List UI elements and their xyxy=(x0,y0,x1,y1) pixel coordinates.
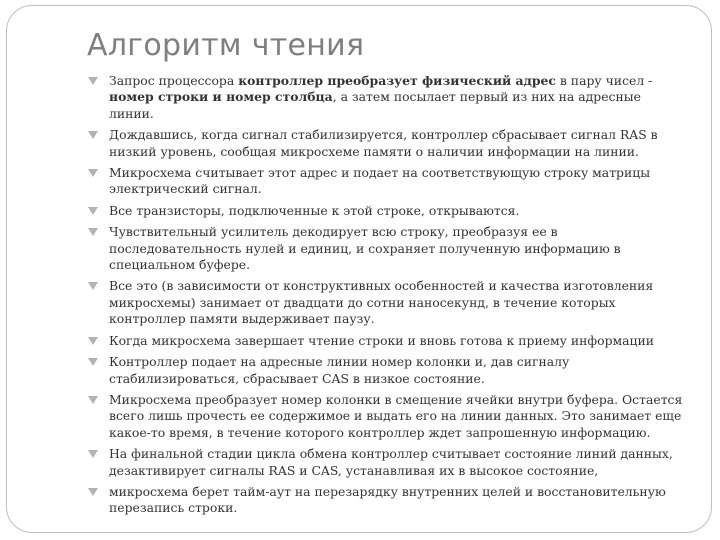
slide-title: Алгоритм чтения xyxy=(87,28,365,63)
bullet-list xyxy=(85,73,685,522)
bullet-text: микросхема берет тайм-аут на перезарядку внутренних целей и восстановительную перезапись строки. xyxy=(109,483,666,516)
bullet-text: Когда микросхема завершает чтение строки и вновь готова к приему информации xyxy=(109,332,655,348)
bullet-text: в пару чисел - xyxy=(555,73,653,88)
bullet-item xyxy=(85,127,685,160)
bullet-item xyxy=(85,73,685,122)
triangle-bullet-icon xyxy=(88,282,98,290)
bullet-item xyxy=(85,203,685,219)
bullet-text: , а затем посылает первый из них на адресные линии. xyxy=(109,89,641,121)
bullet-item xyxy=(85,446,685,479)
triangle-bullet-icon xyxy=(88,131,98,139)
bullet-text: Дождавшись, когда сигнал стабилизируется, контроллер сбрасывает сигнал RAS в низкий уровень, сообщая микросхеме памяти о наличии информации на линии. xyxy=(109,127,658,159)
triangle-bullet-icon xyxy=(88,77,98,85)
triangle-bullet-icon xyxy=(88,207,98,215)
slide-frame xyxy=(6,5,712,533)
bullet-item xyxy=(85,224,685,273)
bullet-text: Микросхема преобразует номер колонки в смещение ячейки внутри буфера. Остается всего лишь прочесть ее содержимое и выдать его на линии данных. Это занимает еще какое-то время, в течение которого контроллер ждет запрошенную информацию. xyxy=(109,391,683,440)
bullet-text: Контроллер подает на адресные линии номер колонки и, дав сигналу стабилизироваться, сбрасывает CAS в низкое состояние. xyxy=(109,354,570,386)
bullet-bold-text: контроллер преобразует физический адрес xyxy=(238,73,556,88)
triangle-bullet-icon xyxy=(88,450,98,458)
bullet-text: На финальной стадии цикла обмена контроллер считывает состояние линий данных, дезактивирует сигналы RAS и CAS, устанавливая их в высокое состояние, xyxy=(109,446,673,478)
bullet-item xyxy=(85,484,685,517)
bullet-text: Запрос процессора xyxy=(109,73,239,88)
triangle-bullet-icon xyxy=(88,488,98,496)
bullet-item xyxy=(85,392,685,441)
bullet-item xyxy=(85,165,685,198)
bullet-text: Все это (в зависимости от конструктивных особенностей и качества изготовления микросхемы) занимает от двадцати до сотни наносекунд, в течение которых контроллер памяти выдерживает паузу. xyxy=(109,278,654,327)
triangle-bullet-icon xyxy=(88,228,98,236)
triangle-bullet-icon xyxy=(88,358,98,366)
bullet-bold-text: номер строки и номер столбца xyxy=(109,89,333,105)
bullet-text: Чувствительный усилитель декодирует всю строку, преобразуя ее в последовательность нулей и единиц, и сохраняет полученную информацию в специальном буфере. xyxy=(109,224,621,273)
triangle-bullet-icon xyxy=(88,337,98,345)
bullet-item xyxy=(85,354,685,387)
bullet-item xyxy=(85,333,685,349)
triangle-bullet-icon xyxy=(88,169,98,177)
triangle-bullet-icon xyxy=(88,396,98,404)
bullet-item xyxy=(85,278,685,327)
bullet-text: Все транзисторы, подключенные к этой строке, открываются. xyxy=(109,202,520,218)
bullet-text: Микросхема считывает этот адрес и подает на соответствующую строку матрицы электрический сигнал. xyxy=(109,165,651,197)
